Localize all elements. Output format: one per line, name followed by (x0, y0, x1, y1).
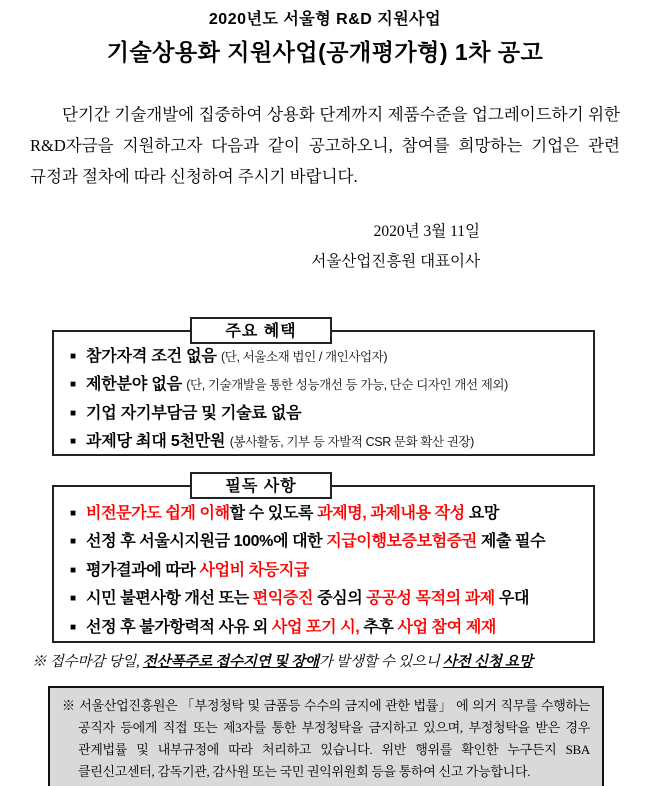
notice-segment: 비전문가도 쉽게 이해 (86, 505, 230, 522)
notice-item (70, 500, 585, 528)
page-title: 기술상용화 지원사업(공개평가형) 1차 공고 (106, 39, 544, 65)
notice-segment: 사업 포기 시, (271, 618, 360, 636)
bullet-square-icon: ■ (70, 407, 77, 419)
bullet-square-icon: ■ (70, 351, 77, 362)
benefits-box-title: 주요 혜택 (190, 317, 332, 344)
benefit-item (70, 371, 585, 399)
benefit-note-text: (봉사활동, 기부 등 자발적 CSR 문화 확산 권장) (229, 435, 474, 450)
footnote-segment: 가 발생할 수 있으니 (318, 654, 443, 670)
notice-segment: 우대 (494, 590, 530, 608)
bullet-square-icon: ■ (70, 564, 77, 576)
benefit-main-text: 참가자격 조건 없음 (86, 348, 217, 365)
notice-item (70, 528, 585, 556)
notice-item (70, 557, 585, 585)
bullet-square-icon: ■ (70, 621, 77, 633)
bullet-square-icon: ■ (70, 436, 77, 448)
bullet-square-icon: ■ (70, 593, 77, 605)
notice-segment: 제출 필수 (476, 533, 546, 551)
notice-segment: 사업 참여 제재 (397, 618, 496, 636)
footnote-segment: ※ 접수마감 당일, (32, 654, 143, 670)
footnote-segment: 사전 신청 요망 (442, 654, 533, 670)
notice-item (70, 585, 585, 613)
notice-segment: 중심의 (313, 590, 367, 608)
benefit-main-text: 기업 자기부담금 및 기술료 없음 (86, 404, 302, 422)
benefit-note-text: (단, 서울소재 법인 / 개인사업자) (221, 350, 388, 364)
issuer-signature: 서울산업진흥원 대표이사 (311, 253, 480, 270)
notice-item (70, 614, 585, 642)
notice-segment: 편익증진 (252, 590, 314, 608)
bullet-square-icon: ■ (70, 508, 77, 519)
footnote-segment: 전산폭주로 접수지연 및 장애 (142, 654, 319, 670)
benefit-item (70, 428, 585, 456)
bullet-square-icon: ■ (70, 379, 77, 391)
benefits-list (54, 332, 593, 457)
date-block (0, 217, 480, 277)
notice-segment: 평가결과에 따라 (86, 561, 200, 579)
footnote (32, 650, 618, 671)
notice-segment: 지급이행보증보험증권 (326, 533, 477, 551)
benefit-note-text: (단, 기술개발을 통한 성능개선 등 가능, 단순 디자인 개선 제외) (186, 378, 508, 393)
program-supertitle: 2020년도 서울형 R&D 지원사업 (208, 11, 442, 28)
benefit-item (70, 400, 585, 428)
benefit-item (70, 343, 585, 371)
benefit-main-text: 과제당 최대 5천만원 (86, 433, 226, 451)
notice-segment: 선정 후 불가항력적 사유 외 (86, 618, 272, 636)
benefits-box (52, 323, 595, 456)
notice-segment: 추후 (359, 618, 398, 636)
notice-segment: 시민 불편사항 개선 또는 (86, 590, 253, 608)
benefit-main-text: 제한분야 없음 (86, 376, 182, 394)
intro-paragraph: 단기간 기술개발에 집중하여 상용화 단계까지 제품수준을 업그레이드하기 위한 R&D자금을 지원하고자 다음과 같이 공고하오니, 참여를 희망하는 기업은 관련 규정과 절차에 따라 신청하여 주시기 바랍니다. (30, 105, 620, 186)
notice-box-title: 필독 사항 (190, 472, 332, 499)
legal-disclaimer-box: ※ 서울산업진흥원은 「부정청탁 및 금품등 수수의 금지에 관한 법률」 에 의거 직무를 수행하는 공직자 등에게 직접 또는 제3자를 통한 부정청탁을 금지하고 있으며, 부정청탁을 받은 경우 관계법률 및 내부규정에 따라 처리하고 있습니다. 위반 행위를 확인한 누구든지 SBA 클린신고센터, 감독기관, 감사원 또는 국민 권익위원회 등을 통하여 신고 가능합니다. (48, 686, 604, 786)
notice-segment: 과제명, 과제내용 작성 (317, 505, 465, 522)
notice-segment: 할 수 있도록 (229, 505, 318, 522)
notice-box (52, 478, 595, 643)
announcement-date: 2020년 3월 11일 (373, 223, 480, 240)
notice-segment: 사업비 차등지급 (199, 561, 309, 579)
notice-list (54, 487, 593, 642)
notice-segment: 공공성 목적의 과제 (366, 590, 495, 608)
notice-segment: 요망 (464, 505, 499, 522)
notice-segment: 선정 후 서울시지원금 100%에 대한 (86, 533, 327, 551)
bullet-square-icon: ■ (70, 536, 77, 548)
